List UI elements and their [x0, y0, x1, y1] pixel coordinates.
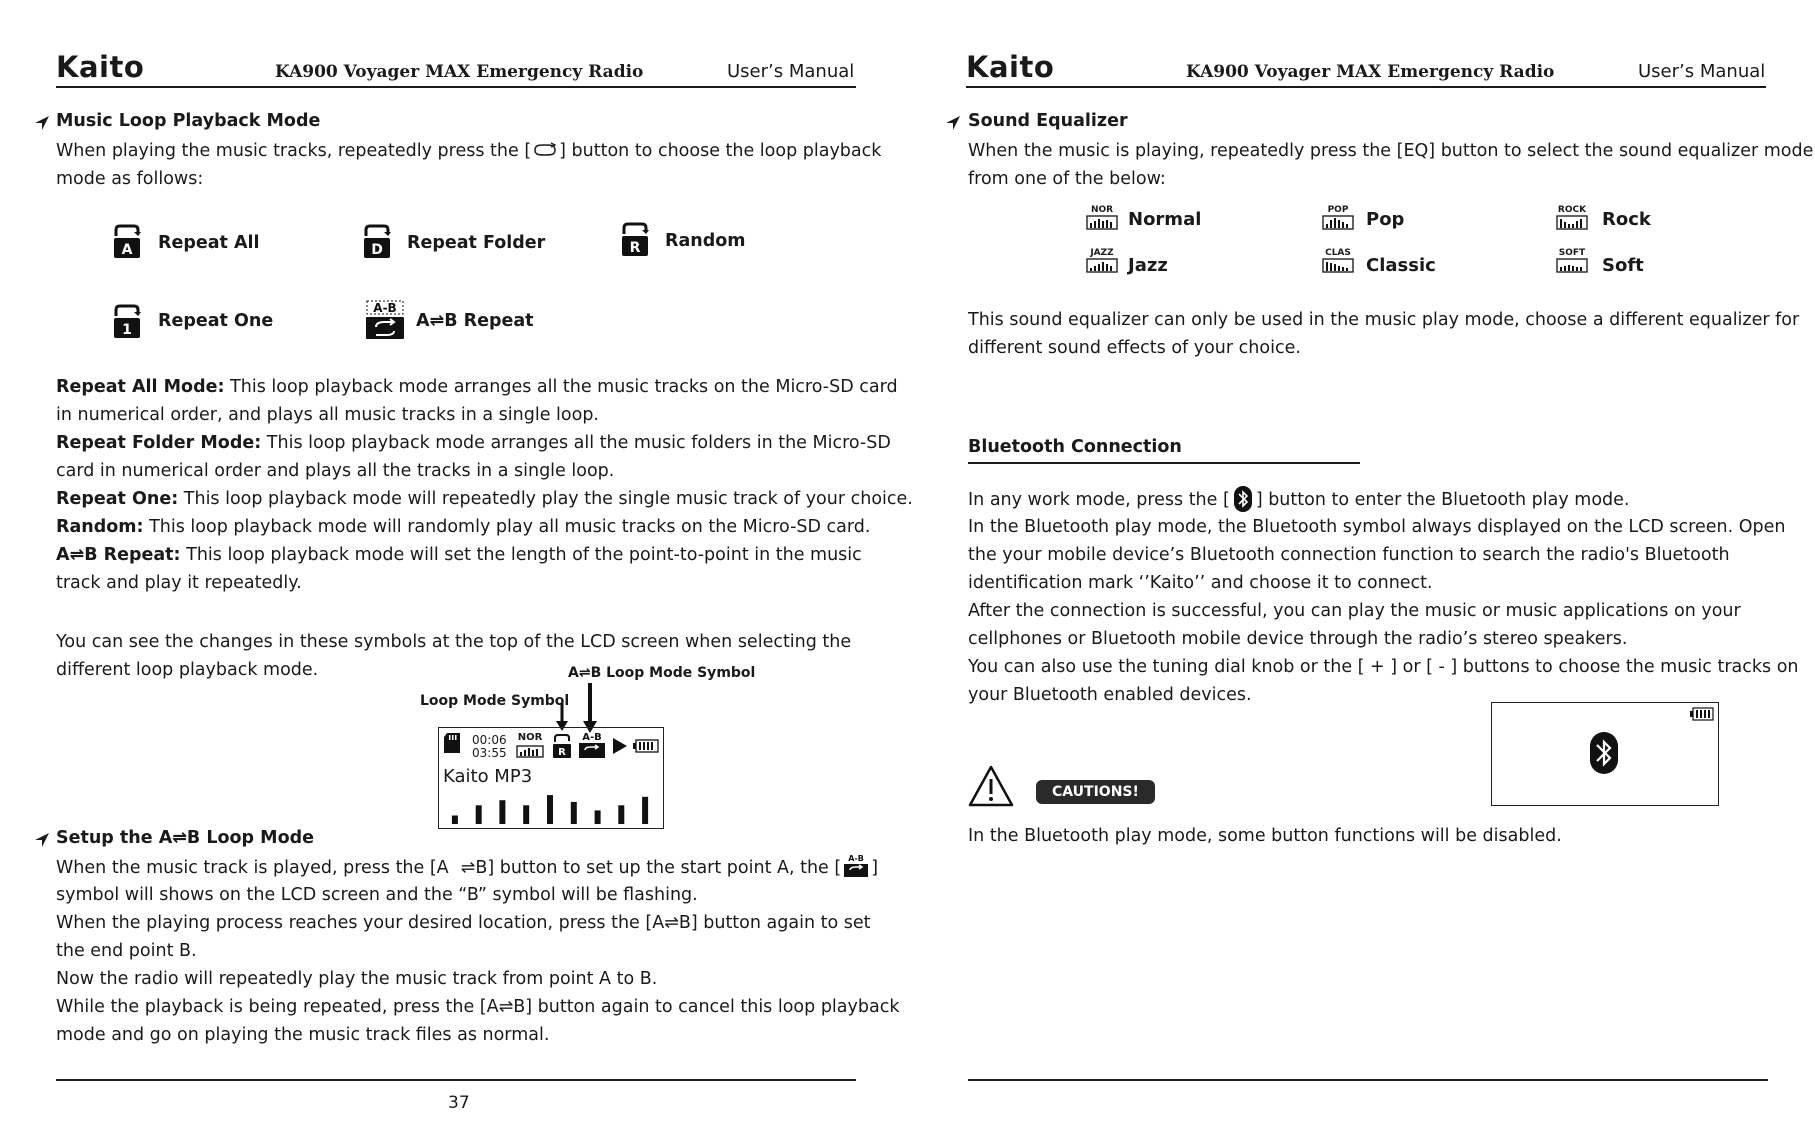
eq-tag: NOR	[517, 732, 543, 743]
paragraph-line: identification mark ‘’Kaito’’ and choose it to connect.	[968, 573, 1433, 593]
footer-rule	[56, 1079, 856, 1081]
eq-bars-icon	[1322, 215, 1354, 230]
navigation-arrow-icon	[34, 832, 50, 848]
svg-text:R: R	[629, 240, 641, 256]
eq-label: Pop	[1366, 209, 1405, 230]
brand-logo: Kaito	[966, 50, 1055, 84]
text: When playing the music tracks, repeatedly press the [	[56, 141, 532, 161]
spectrum-bar	[618, 805, 624, 824]
paragraph	[968, 485, 1629, 514]
eq-tag: CLAS	[1325, 248, 1351, 258]
bluetooth-icon	[1230, 485, 1256, 513]
footer-rule	[968, 1079, 1768, 1081]
eq-label: Soft	[1602, 255, 1644, 276]
eq-mode-icon	[1556, 205, 1588, 234]
paragraph	[56, 137, 881, 165]
spectrum-bar	[499, 800, 505, 824]
paragraph: mode as follows:	[56, 169, 204, 189]
eq-mode-icon	[1322, 205, 1354, 234]
section-underline	[968, 462, 1360, 464]
paragraph-line: When the playing process reaches your desired location, press the [A⇌B] button again to set	[56, 913, 871, 933]
paragraph-line: symbol will shows on the LCD screen and the “B” symbol will be flashing.	[56, 885, 698, 905]
spectrum-bar	[571, 802, 577, 824]
section-heading: Setup the A⇌B Loop Mode	[56, 828, 314, 848]
lcd-screen	[438, 727, 664, 829]
battery-icon	[633, 739, 659, 753]
random-icon	[620, 222, 650, 258]
description-line: Random: This loop playback mode will randomly play all music tracks on the Micro-SD card.	[56, 517, 871, 537]
spectrum-bar	[452, 816, 458, 825]
ab-repeat-icon	[841, 853, 871, 879]
play-icon	[611, 737, 629, 755]
warning-icon	[967, 764, 1015, 808]
spectrum-bar	[523, 805, 529, 824]
paragraph-line: cellphones or Bluetooth mobile device through the radio’s stereo speakers.	[968, 629, 1628, 649]
mode-label: Random	[665, 231, 746, 251]
eq-mode-icon	[1086, 205, 1118, 234]
ab-repeat-icon	[577, 730, 607, 760]
navigation-arrow-icon	[945, 115, 961, 131]
spectrum-bar	[595, 810, 601, 824]
spectrum-bars	[443, 790, 657, 824]
eq-indicator	[516, 733, 544, 762]
mode-label: A⇌B Repeat	[416, 311, 534, 331]
svg-text:A: A	[121, 242, 133, 258]
eq-label: Rock	[1602, 209, 1651, 230]
eq-bars-icon	[1322, 258, 1354, 273]
header-manual: User’s Manual	[1638, 61, 1766, 82]
eq-mode-icon	[1322, 248, 1354, 277]
eq-tag: NOR	[1090, 205, 1114, 215]
navigation-arrow-icon	[34, 115, 50, 131]
eq-tag: ROCK	[1557, 205, 1587, 215]
battery-icon	[1690, 707, 1714, 721]
mode-label: Repeat Folder	[407, 233, 546, 253]
description-line: card in numerical order and plays all the tracks in a single loop.	[56, 461, 615, 481]
eq-bars-icon	[516, 745, 544, 758]
paragraph-line: In the Bluetooth play mode, the Bluetooth symbol always displayed on the LCD screen. Open	[968, 517, 1786, 537]
description-line: Repeat One: This loop playback mode will repeatedly play the single music track of your choice.	[56, 489, 913, 509]
eq-label: Classic	[1366, 255, 1436, 276]
text: ⇌B] button to set up the start point A, the [	[460, 858, 842, 878]
description-line: Repeat All Mode: This loop playback mode arranges all the music tracks on the Micro-SD card	[56, 377, 898, 397]
eq-mode-icon	[1086, 248, 1118, 277]
header-rule	[56, 86, 856, 88]
svg-text:A-B: A-B	[848, 854, 865, 863]
ab-repeat-icon	[364, 300, 408, 342]
paragraph-line: the end point B.	[56, 941, 197, 961]
spectrum-bar	[476, 805, 482, 824]
section-heading: Music Loop Playback Mode	[56, 111, 321, 131]
paragraph-line: your Bluetooth enabled devices.	[968, 685, 1252, 705]
text: ] button to enter the Bluetooth play mode.	[1255, 490, 1630, 510]
lcd-badge: R	[558, 747, 566, 758]
lcd-ab-badge: A-B	[582, 732, 602, 743]
section-heading: Sound Equalizer	[968, 111, 1128, 131]
svg-text:A-B: A-B	[373, 301, 397, 315]
repeat-folder-icon	[362, 224, 392, 260]
bluetooth-lines	[968, 513, 1799, 709]
bluetooth-lcd-screen	[1491, 702, 1719, 806]
paragraph: When the music is playing, repeatedly press the [EQ] button to select the sound equalizer mode	[968, 141, 1814, 161]
text: ]	[871, 858, 879, 878]
eq-bars-icon	[1086, 258, 1118, 273]
paragraph: This sound equalizer can only be used in the music play mode, choose a different equalizer for	[968, 310, 1800, 330]
loop-symbol-callout: Loop Mode Symbol	[420, 693, 570, 709]
description-line: track and play it repeatedly.	[56, 573, 302, 593]
repeat-all-icon	[112, 224, 142, 260]
text: In any work mode, press the [	[968, 490, 1230, 510]
section-heading: Bluetooth Connection	[968, 437, 1182, 457]
header-manual: User’s Manual	[727, 61, 855, 82]
paragraph: from one of the below:	[968, 169, 1166, 189]
description-line: Repeat Folder Mode: This loop playback mode arranges all the music folders in the Micro-SD	[56, 433, 891, 453]
paragraph: different loop playback mode.	[56, 660, 319, 680]
spectrum-bar	[547, 795, 553, 824]
mode-descriptions	[56, 373, 913, 597]
svg-text:1: 1	[122, 322, 132, 338]
paragraph: In the Bluetooth play mode, some button functions will be disabled.	[968, 826, 1562, 846]
paragraph-line: Now the radio will repeatedly play the music track from point A to B.	[56, 969, 658, 989]
brand-logo: Kaito	[56, 50, 145, 84]
paragraph-line: After the connection is successful, you can play the music or music applications on your	[968, 601, 1741, 621]
mode-label: Repeat One	[158, 311, 274, 331]
header-rule	[966, 86, 1766, 88]
paragraph-line: While the playback is being repeated, press the [A⇌B] button again to cancel this loop playback	[56, 997, 900, 1017]
loop-mode-icon	[552, 733, 572, 759]
elapsed-time: 00:06	[472, 733, 507, 747]
description-line: A⇌B Repeat: This loop playback mode will set the length of the point-to-point in the music	[56, 545, 862, 565]
eq-tag: POP	[1327, 205, 1349, 215]
sd-card-icon	[443, 732, 461, 754]
paragraph	[56, 853, 878, 882]
mode-label: Repeat All	[158, 233, 260, 253]
repeat-one-icon	[112, 304, 142, 340]
paragraph-line: You can also use the tuning dial knob or the [ + ] or [ - ] buttons to choose the music tracks on	[968, 657, 1799, 677]
eq-bars-icon	[1556, 258, 1588, 273]
track-name: Kaito MP3	[443, 766, 533, 787]
spectrum-bar	[642, 797, 648, 824]
ab-symbol-callout: A⇌B Loop Mode Symbol	[568, 665, 756, 681]
eq-bars-icon	[1556, 215, 1588, 230]
description-line: in numerical order, and plays all music tracks in a single loop.	[56, 405, 599, 425]
paragraph-line: the your mobile device’s Bluetooth connection function to search the radio's Bluetooth	[968, 545, 1730, 565]
caution-badge: CAUTIONS!	[1036, 780, 1155, 804]
eq-tag: SOFT	[1558, 248, 1586, 258]
eq-tag: JAZZ	[1090, 248, 1114, 258]
page-number: 37	[448, 1093, 470, 1113]
paragraph-line: mode and go on playing the music track files as normal.	[56, 1025, 550, 1045]
bluetooth-icon	[1589, 731, 1619, 775]
text: When the music track is played, press the [A	[56, 858, 449, 878]
total-time: 03:55	[472, 746, 507, 760]
eq-label: Jazz	[1128, 255, 1168, 276]
svg-text:D: D	[371, 242, 383, 258]
eq-label: Normal	[1128, 209, 1202, 230]
text: ] button to choose the loop playback	[559, 141, 882, 161]
loop-icon	[531, 142, 559, 158]
paragraph: different sound effects of your choice.	[968, 338, 1301, 358]
setup-lines	[56, 881, 899, 1049]
paragraph: You can see the changes in these symbols at the top of the LCD screen when selecting the	[56, 632, 852, 652]
eq-bars-icon	[1086, 215, 1118, 230]
eq-mode-icon	[1556, 248, 1588, 277]
header-title: KA900 Voyager MAX Emergency Radio	[275, 62, 644, 82]
header-title: KA900 Voyager MAX Emergency Radio	[1186, 62, 1555, 82]
